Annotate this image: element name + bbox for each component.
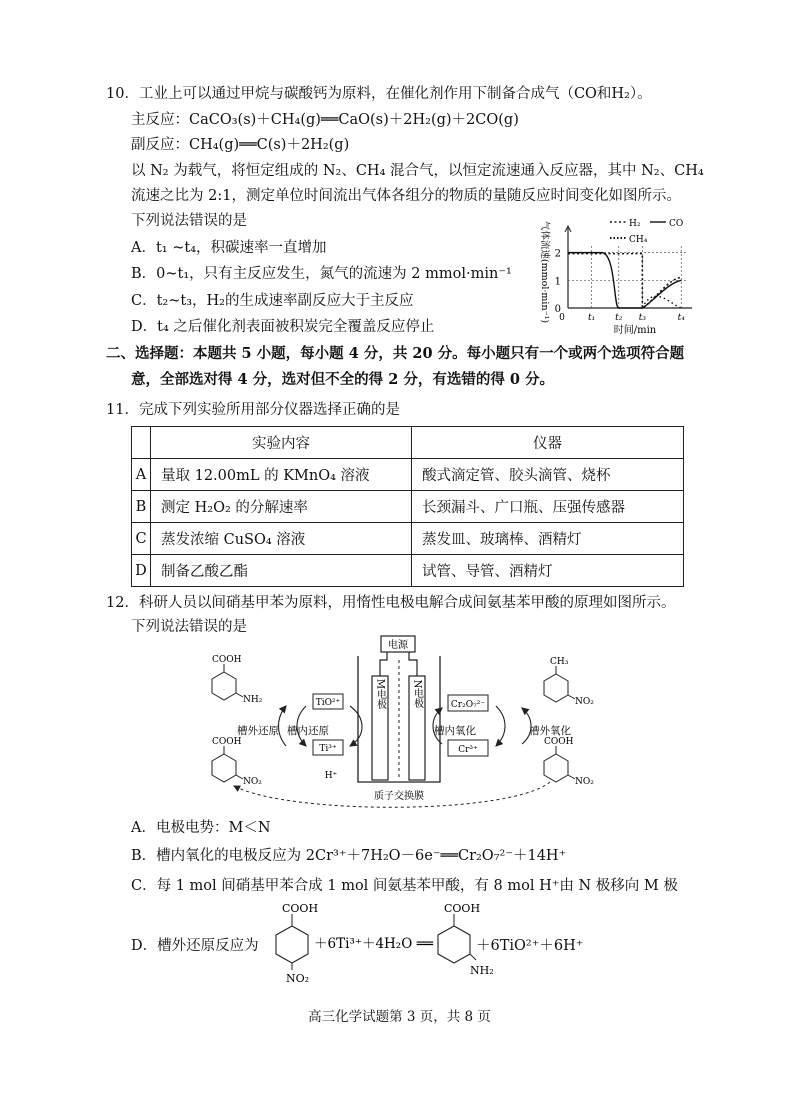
electrolysis-diagram [190, 630, 610, 815]
cooh-label: COOH [444, 902, 481, 915]
no2-label: NO₂ [575, 777, 594, 787]
table-header-cell: 仪器 [412, 427, 684, 459]
section2-line1: 二、选择题：本题共 5 小题，每小题 4 分，共 20 分。每小题只有一个或两个选项符合题 [106, 345, 685, 362]
cooh-label: COOH [544, 737, 574, 747]
aminobenzoic-acid-structure [212, 655, 263, 705]
q12-option-c: C．每 1 mol 间硝基甲苯合成 1 mol 间氨基苯甲酸，有 8 mol H⁺由 N 极移向 M 极 [131, 878, 678, 894]
table-cell: 测定 H₂O₂ 的分解速率 [151, 491, 412, 523]
m-electrode-label: M电极 [374, 678, 386, 710]
table-row [132, 459, 684, 491]
table-cell: 试管、导管、酒精灯 [412, 555, 684, 587]
table-cell: 制备乙酸乙酯 [151, 555, 412, 587]
table-cell: 长颈漏斗、广口瓶、压强传感器 [412, 491, 684, 523]
q12-prompt: 下列说法错误的是 [131, 619, 247, 635]
no2-label: NO₂ [575, 697, 594, 707]
table-row [132, 523, 684, 555]
table-header-cell [132, 427, 151, 459]
table-cell: 蒸发浓缩 CuSO₄ 溶液 [151, 523, 412, 555]
out-reduce-arrow [279, 706, 287, 746]
origin-label: 0 [559, 313, 565, 323]
q10-stem: 10．工业上可以通过甲烷与碳酸钙为原料，在催化剂作用下制备合成气（CO和H₂）。 [106, 86, 652, 102]
q12-option-d-suffix: ＋6TiO²⁺＋6H⁺ [476, 938, 584, 954]
q10-main-reaction: 主反应：CaCO₃(s)＋CH₄(g)══CaO(s)＋2H₂(g)＋2CO(g) [131, 112, 519, 128]
power-supply-label: 电源 [388, 640, 408, 651]
legend-co-label: CO [669, 219, 684, 229]
q12-option-d-prefix: D．槽外还原反应为 [131, 938, 259, 954]
no2-label: NO₂ [286, 972, 310, 982]
tio-label: TiO²⁺ [315, 698, 341, 708]
q12-option-b: B．槽内氧化的电极反应为 2Cr³⁺＋7H₂O－6e⁻══Cr₂O₇²⁻＋14H⁺ [131, 848, 567, 864]
x-tick-label: t₁ [587, 313, 596, 323]
ch3-label: CH₃ [550, 657, 569, 667]
in-oxidize-label: 槽内氧化 [434, 725, 476, 737]
in-reduce-arrow [350, 706, 362, 746]
x-tick-label: t₂ [615, 313, 623, 323]
membrane-label: 质子交换膜 [374, 791, 424, 802]
no2-label: NO₂ [243, 777, 262, 787]
q12-option-a: A．电极电势：M＜N [131, 820, 271, 836]
n-electrode-label: N电极 [411, 679, 423, 709]
table-cell: A [132, 459, 151, 491]
table-header-cell: 实验内容 [151, 427, 412, 459]
cooh-label: COOH [212, 655, 242, 665]
table-cell: 酸式滴定管、胶头滴管、烧杯 [412, 459, 684, 491]
cr3-label: Cr³⁺ [458, 745, 478, 755]
q12-stem: 12．科研人员以间硝基甲苯为原料，用惰性电极电解合成间氨基苯甲酸的原理如图所示。 [106, 595, 676, 611]
out-reduce-label: 槽外还原 [237, 725, 279, 737]
in-reduce-label: 槽内还原 [287, 725, 329, 737]
q10-side-reaction: 副反应：CH₄(g)══C(s)＋2H₂(g) [131, 137, 350, 153]
cr2o7-label: Cr₂O₇²⁻ [450, 700, 486, 710]
q11-table [131, 426, 684, 587]
nh2-label: NH₂ [243, 695, 263, 705]
cooh-label: COOH [212, 737, 242, 747]
x-tick-label: t₃ [638, 313, 646, 323]
out-oxidize-arrow [496, 706, 505, 746]
section2-line2: 意，全部选对得 4 分，选对但不全的得 2 分，有选错的得 0 分。 [131, 371, 555, 388]
page-footer: 高三化学试题第 3 页，共 8 页 [308, 1009, 491, 1025]
table-cell: B [132, 491, 151, 523]
q10-option-c: C．t₂~t₃，H₂的生成速率副反应大于主反应 [131, 293, 414, 309]
x-axis-title: 时间/min [613, 325, 657, 336]
q10-option-b: B．0~t₁，只有主反应发生，氮气的流速为 2 mmol·min⁻¹ [131, 266, 512, 282]
y-tick-label: 2 [554, 248, 561, 260]
table-row [132, 555, 684, 587]
table-row [132, 491, 684, 523]
table-cell: C [132, 523, 151, 555]
y-tick-label: 1 [554, 276, 561, 288]
legend-h2-label: H₂ [629, 219, 641, 229]
ti3-label: Ti³⁺ [319, 744, 337, 754]
q11-stem: 11．完成下列实验所用部分仪器选择正确的是 [106, 402, 400, 418]
table-header-row [132, 427, 684, 459]
series-h2-line [568, 254, 681, 308]
nitrobenzoic-acid-structure-d [276, 902, 318, 982]
x-tick-label: t₄ [677, 313, 685, 323]
hplus-label: H⁺ [324, 771, 338, 781]
equation-middle: ＋6Ti³⁺＋4H₂O ══ [314, 936, 433, 952]
q10-desc-line1: 以 N₂ 为载气，将恒定组成的 N₂、CH₄ 混合气，以恒定流速通入反应器，其中 N₂、CH₄ [131, 163, 704, 179]
q10-desc-line2: 流速之比为 2:1，测定单位时间流出气体各组分的物质的量随反应时间变化如图所示。 [131, 188, 681, 204]
nitrotoluene-structure [544, 657, 594, 707]
nitrobenzoic-acid-structure [212, 737, 262, 787]
y-tick-label: 0 [554, 304, 561, 315]
q10-option-a: A．t₁ ~t₄，积碳速率一直增加 [131, 240, 327, 256]
cooh-label: COOH [282, 902, 319, 915]
q10-chart [530, 208, 710, 338]
nh2-label: NH₂ [470, 964, 494, 977]
series-ch4-line [642, 296, 681, 308]
q10-prompt: 下列说法错误的是 [131, 213, 247, 229]
table-cell: 蒸发皿、玻璃棒、酒精灯 [412, 523, 684, 555]
y-axis-title: 气体流速(mmol·min⁻¹) [539, 220, 550, 324]
legend-ch4-label: CH₄ [629, 235, 648, 245]
table-cell: D [132, 555, 151, 587]
q10-option-d: D．t₄ 之后催化剂表面被积炭完全覆盖反应停止 [131, 319, 435, 335]
table-cell: 量取 12.00mL 的 KMnO₄ 溶液 [151, 459, 412, 491]
out-oxidize-label: 槽外氧化 [529, 725, 571, 737]
nitrobenzoic-acid-structure-right [544, 737, 594, 787]
